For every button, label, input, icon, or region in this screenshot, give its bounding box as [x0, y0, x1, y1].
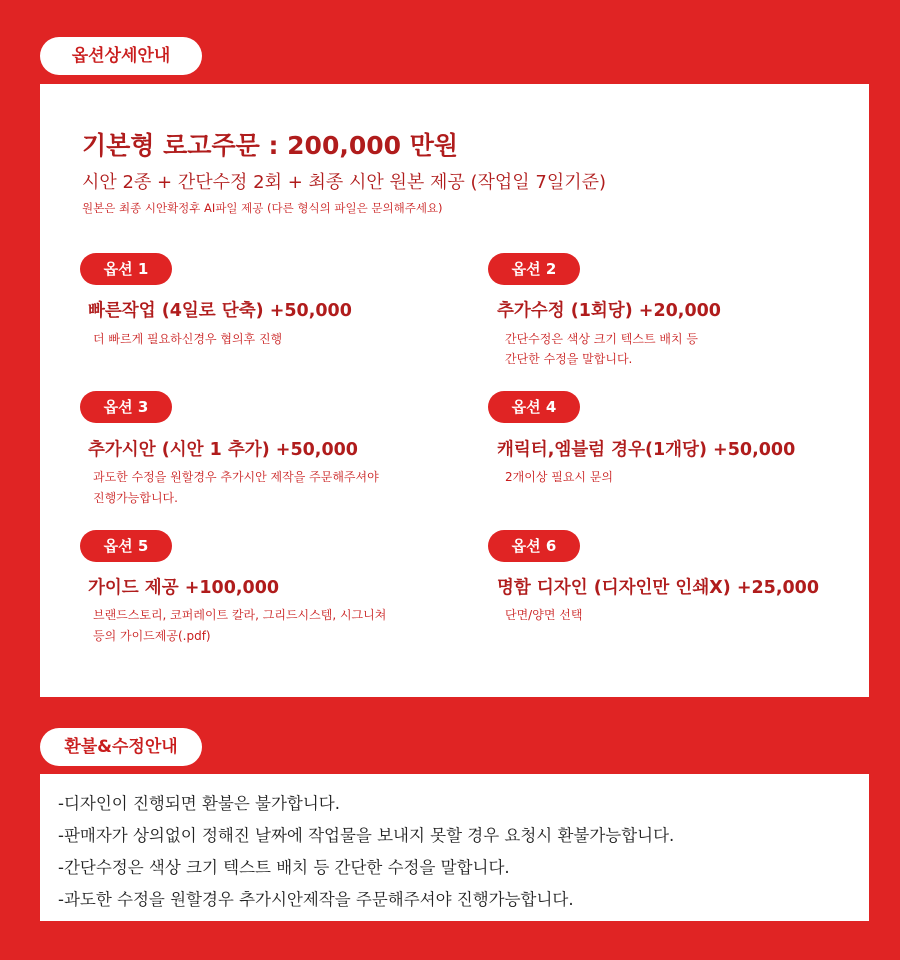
- option-3-title: 추가시안 (시안 1 추가) +50,000: [88, 440, 358, 460]
- option-4-desc: 2개이상 필요시 문의: [505, 470, 614, 484]
- option-3-badge: 옵션 3: [80, 391, 172, 423]
- refund-line-1: -디자인이 진행되면 환불은 불가합니다.: [58, 794, 340, 813]
- option-6-badge: 옵션 6: [488, 530, 580, 562]
- option-3-desc-line-1: 과도한 수정을 원할경우 추가시안 제작을 주문해주셔야: [93, 470, 379, 484]
- option-1-desc: 더 빠르게 필요하신경우 협의후 진행: [93, 332, 283, 346]
- option-2-desc-line-1: 간단수정은 색상 크기 텍스트 배치 등: [505, 332, 698, 346]
- option-panel: [40, 84, 869, 697]
- option-3-desc-line-2: 진행가능합니다.: [93, 491, 178, 505]
- refund-line-3: -간단수정은 색상 크기 텍스트 배치 등 간단한 수정을 말합니다.: [58, 858, 510, 877]
- option-2-badge: 옵션 2: [488, 253, 580, 285]
- option-2-title: 추가수정 (1회당) +20,000: [497, 301, 721, 321]
- option-5-desc-line-2: 등의 가이드제공(.pdf): [93, 629, 211, 643]
- option-2-desc-line-2: 간단한 수정을 말합니다.: [505, 352, 633, 366]
- option-4-title: 캐릭터,엠블럼 경우(1개당) +50,000: [497, 440, 796, 460]
- option-4-badge: 옵션 4: [488, 391, 580, 423]
- option-1-badge: 옵션 1: [80, 253, 172, 285]
- base-plan-subtitle: 시안 2종 + 간단수정 2회 + 최종 시안 원본 제공 (작업일 7일기준): [82, 172, 607, 193]
- refund-panel: [40, 774, 869, 921]
- option-1-title: 빠른작업 (4일로 단축) +50,000: [88, 301, 352, 321]
- base-plan-note: 원본은 최종 시안확정후 AI파일 제공 (다른 형식의 파일은 문의해주세요): [82, 201, 443, 215]
- base-plan-title: 기본형 로고주문 : 200,000 만원: [82, 131, 459, 160]
- option-6-desc: 단면/양면 선택: [505, 608, 583, 622]
- refund-line-4: -과도한 수정을 원할경우 추가시안제작을 주문해주셔야 진행가능합니다.: [58, 890, 574, 909]
- option-6-title: 명함 디자인 (디자인만 인쇄X) +25,000: [497, 578, 820, 598]
- option-section-label: 옵션상세안내: [40, 37, 202, 75]
- option-5-title: 가이드 제공 +100,000: [88, 578, 280, 598]
- option-5-badge: 옵션 5: [80, 530, 172, 562]
- refund-section-label: 환불&수정안내: [40, 728, 202, 766]
- option-5-desc-line-1: 브랜드스토리, 코퍼레이트 칼라, 그리드시스템, 시그니쳐: [93, 608, 387, 622]
- refund-line-2: -판매자가 상의없이 정해진 날짜에 작업물을 보내지 못할 경우 요청시 환불가능합니다.: [58, 826, 675, 845]
